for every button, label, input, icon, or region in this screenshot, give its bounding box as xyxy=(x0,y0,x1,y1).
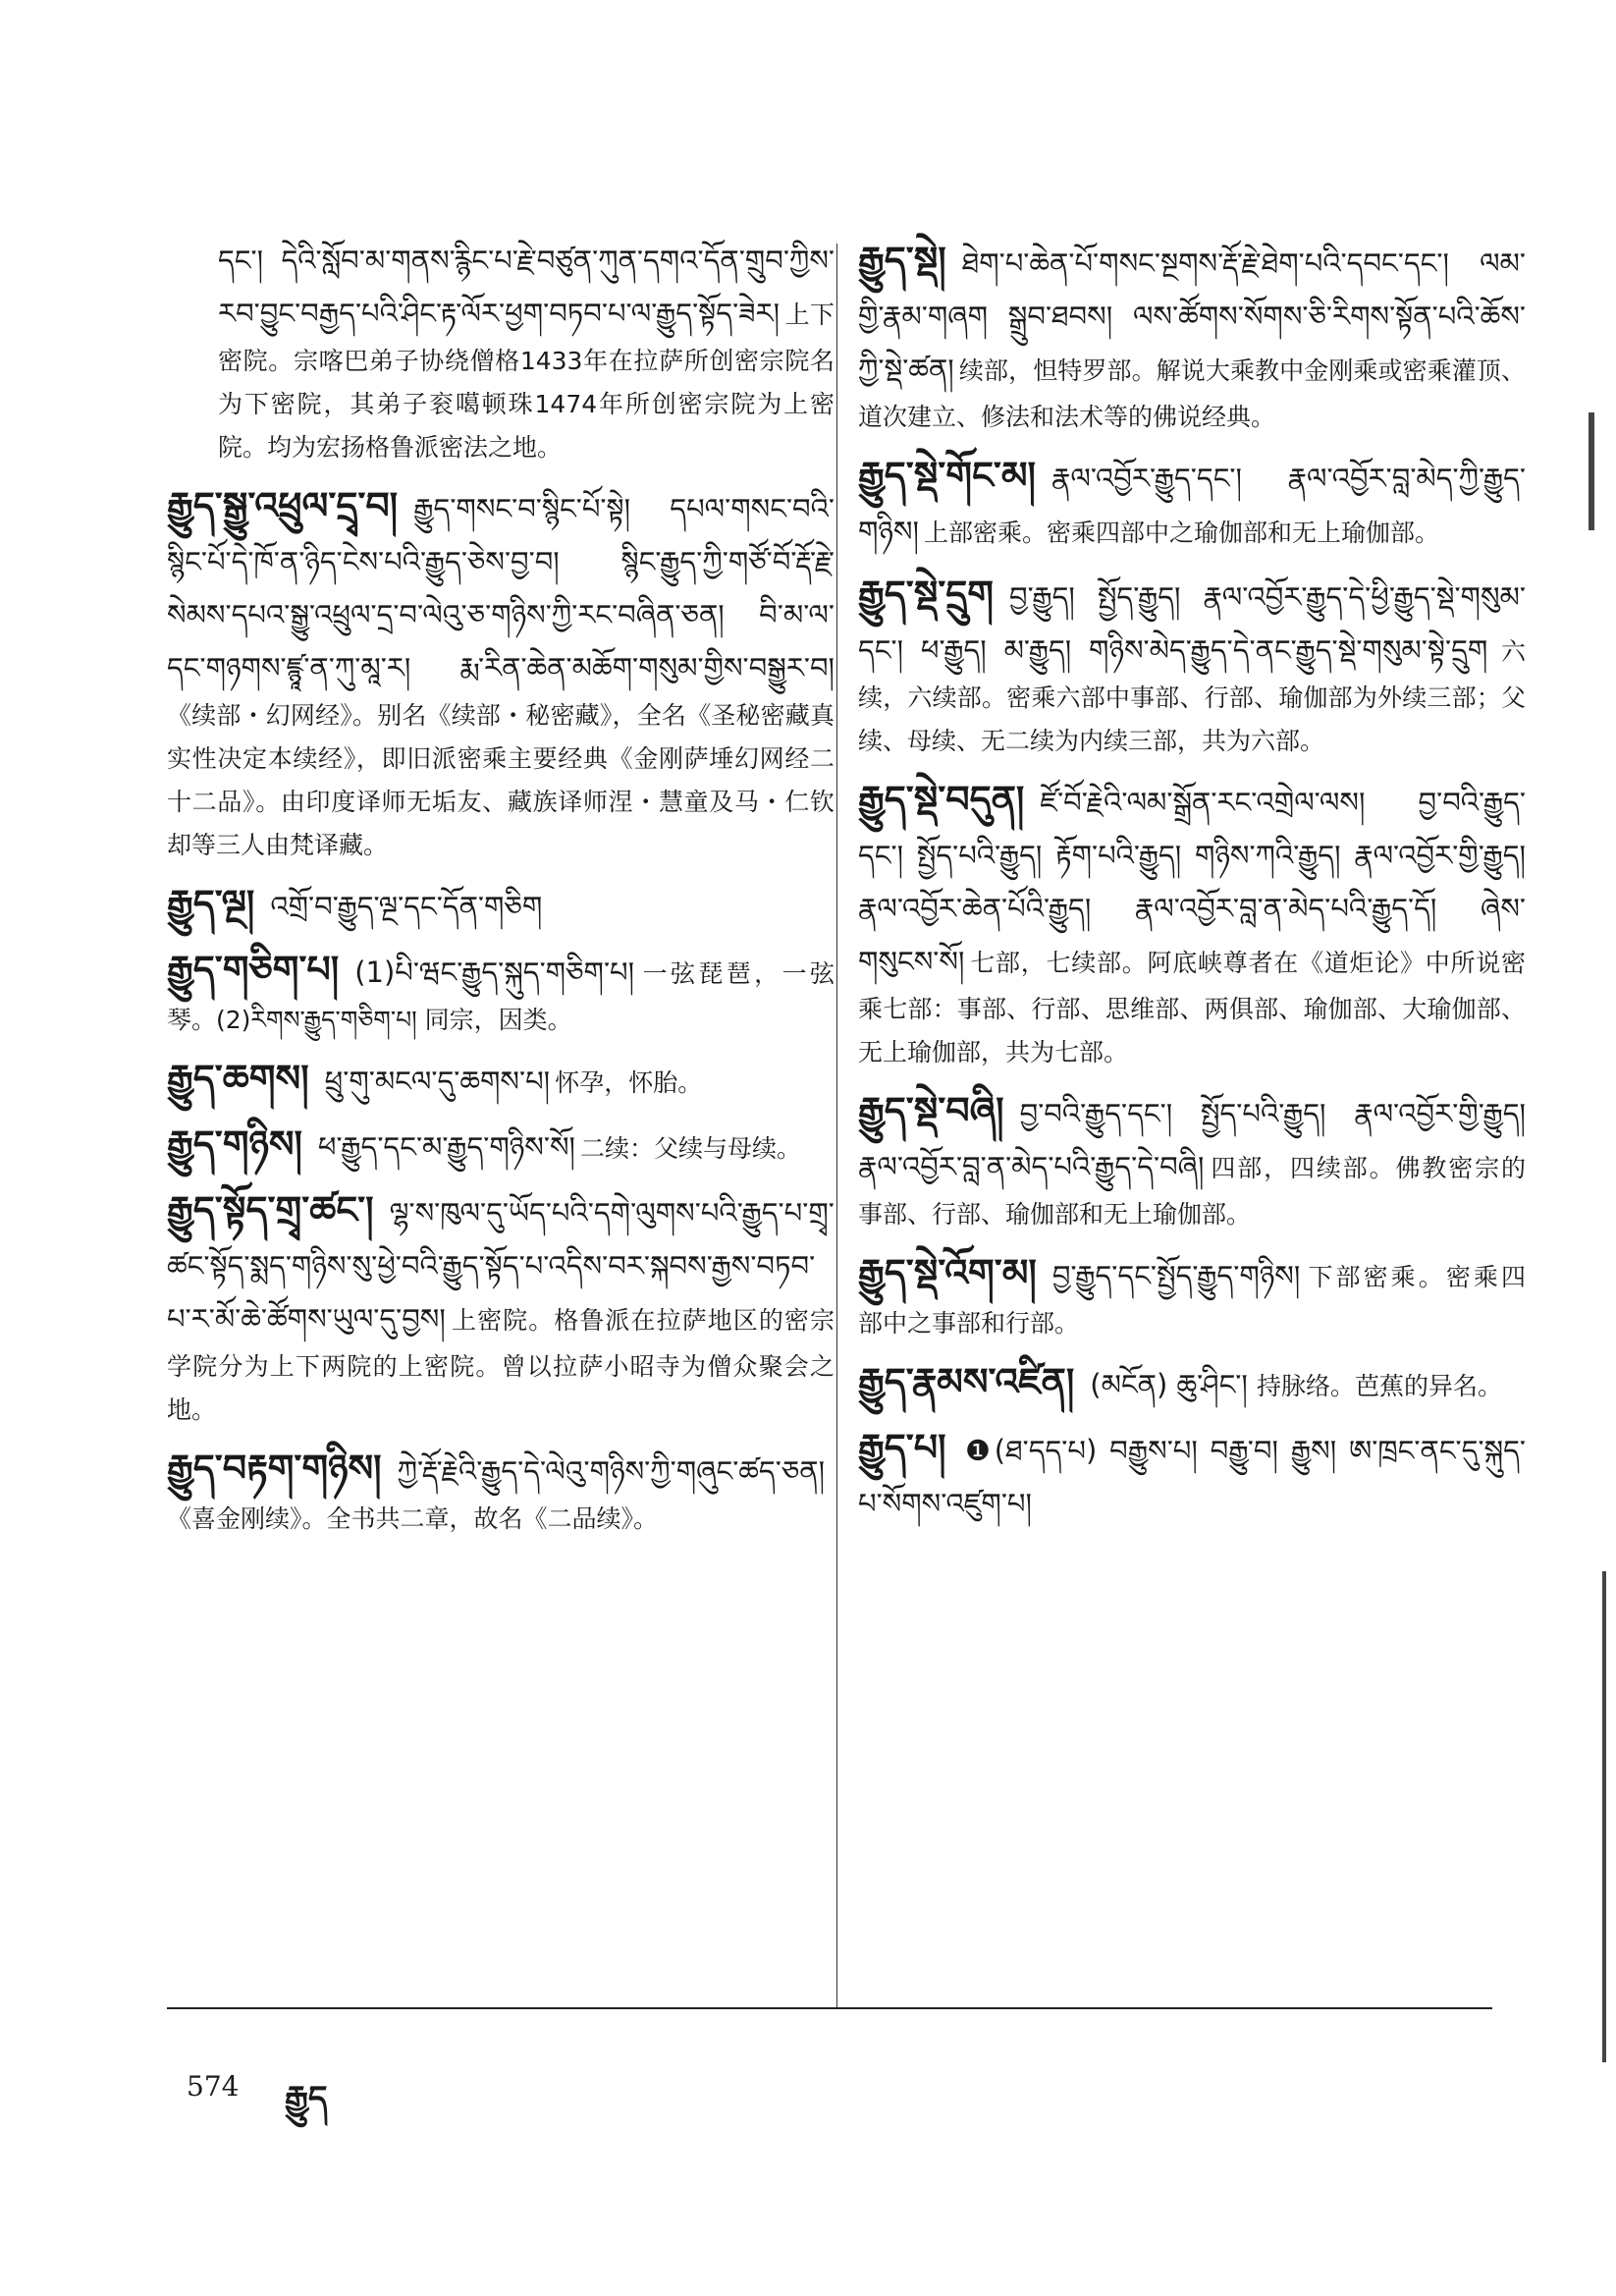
entry-tibetan-definition: ཕ་རྒྱུད་དང་མ་རྒྱུད་གཉིས་སོ། xyxy=(317,1130,575,1164)
footer-rule xyxy=(167,2007,1492,2009)
entry-headword: རྒྱུད་གཉིས། xyxy=(167,1122,302,1166)
dictionary-entry xyxy=(858,1421,1526,1530)
entry-chinese-definition: 《续部・幻网经》。别名《续部・秘密藏》，全名《圣秘密藏真实性决定本续经》，即旧派密乘主要经典《金刚萨埵幻网经二十二品》。由印度译师无垢友、藏族译师涅・慧童及马・仁钦却等三人由梵译藏。 xyxy=(167,701,835,859)
entry-tibetan-definition: ཕྲུ་གུ་མངལ་དུ་ཆགས་པ། xyxy=(324,1065,551,1098)
dictionary-entry xyxy=(858,449,1526,558)
left-column xyxy=(167,234,835,1551)
entry-chinese-definition: 上密院。格鲁派在拉萨地区的密宗学院分为上下两院的上密院。曾以拉萨小昭寺为僧众聚会之地。 xyxy=(167,1306,835,1424)
entry-headword: རྒྱུད་སྡེ་བདུན། xyxy=(858,778,1025,821)
entry-tibetan-definition: རྣལ་འབྱོར་རྒྱུད་དང་། རྣལ་འབྱོར་བླ་མེད་ཀྱི་རྒྱུད་གཉིས། xyxy=(858,462,1526,548)
entry-tibetan-definition: བྱ་རྒྱུད། སྤྱོད་རྒྱུད། རྣལ་འབྱོར་རྒྱུད་དེ་ཕྱི་རྒྱུད་སྡེ་གསུམ་དང་། ཕ་རྒྱུད། མ་རྒྱུད། གཉིས་མེད་རྒྱུད་དེ་ནང་རྒྱུད་སྡེ་གསུམ་སྟེ་དྲུག xyxy=(858,580,1526,667)
entry-chinese-definition: 怀孕，怀胎。 xyxy=(555,1068,703,1097)
entry-headword: རྒྱུད་པ། xyxy=(858,1426,946,1469)
entry-chinese-definition: 《喜金刚续》。全书共二章，故名《二品续》。 xyxy=(167,1504,659,1533)
entry-chinese-definition: 上部密乘。密乘四部中之瑜伽部和无上瑜伽部。 xyxy=(924,519,1440,547)
dictionary-entry xyxy=(858,1084,1526,1236)
dictionary-entry xyxy=(167,1442,835,1541)
scan-margin-mark xyxy=(1589,412,1594,530)
dictionary-entry xyxy=(858,234,1526,439)
entry-headword: རྒྱུད་སྡེ་གོང་མ། xyxy=(858,454,1036,497)
dictionary-entry xyxy=(167,1183,835,1432)
entry-tibetan-definition: བྱ་རྒྱུད་དང་སྤྱོད་རྒྱུད་གཉིས། xyxy=(1051,1259,1301,1292)
entry-tibetan-definition: (1)པི་ཝང་རྒྱུད་སྐུད་གཅིག་པ། xyxy=(354,956,635,989)
dictionary-entry xyxy=(167,234,835,469)
entry-headword: རྒྱུད་སྡེ། xyxy=(858,239,946,282)
entry-tibetan-definition: (མངོན) ཆུ་ཤིང་། xyxy=(1090,1368,1258,1401)
dictionary-entry xyxy=(167,943,835,1042)
entry-headword: རྒྱུད་བརྟག་གཉིས། xyxy=(167,1447,382,1490)
entry-headword: རྒྱུད་སྟོད་གྲྭ་ཚང་། xyxy=(167,1188,374,1231)
right-column xyxy=(858,234,1526,1540)
entry-headword: རྒྱུད་རྣམས་འཛིན། xyxy=(858,1360,1075,1403)
entry-tibetan-definition: ❶(ཐ་དད་པ) བརྒྱུས་པ། བརྒྱུ་བ། རྒྱུས། ཨ་ཁྲང་ནང་དུ་སྐུད་པ་སོགས་འཛུག་པ། xyxy=(858,1434,1526,1520)
entry-chinese-definition: 上下密院。宗喀巴弟子协绕僧格1433年在拉萨所创密宗院名为下密院，其弟子衮噶顿珠1474年所创密宗院为上密院。均为宏扬格鲁派密法之地。 xyxy=(218,301,835,462)
entry-tibetan-definition: འགྲོ་བ་རྒྱུད་ལྔ་དང་དོན་གཅིག xyxy=(270,890,543,923)
column-divider xyxy=(836,244,837,2009)
dictionary-entry xyxy=(858,568,1526,763)
entry-headword: རྒྱུད་གཅིག་པ། xyxy=(167,948,340,991)
entry-tibetan-definition: དང་། དེའི་སློབ་མ་གནས་རྙིང་པ་རྗེ་བཙུན་ཀུན་དགའ་དོན་གྲུབ་ཀྱིས་རབ་བྱུང་བརྒྱད་པའི་ཤིང་རྟ་ལོར་ཕྱག་བཏབ་པ་ལ་རྒྱུད་སྟོད་ཟེར། xyxy=(218,244,835,330)
dictionary-entry xyxy=(167,1118,835,1174)
dictionary-entry xyxy=(167,479,835,867)
running-head: རྒྱུད xyxy=(285,2079,328,2118)
entry-chinese-definition: 七部，七续部。阿底峡尊者在《道炬论》中所说密乘七部：事部、行部、思维部、两俱部、瑜伽部、大瑜伽部、无上瑜伽部，共为七部。 xyxy=(858,949,1526,1066)
entry-headword: རྒྱུད་སྡེ་འོག་མ། xyxy=(858,1251,1037,1294)
entry-chinese-definition: 二续：父续与母续。 xyxy=(580,1134,802,1163)
dictionary-entry xyxy=(858,773,1526,1074)
entry-tibetan-definition: ཀྱེ་རྡོ་རྗེའི་རྒྱུད་དེ་ལེའུ་གཉིས་ཀྱི་གཞུང་ཚད་ཅན། xyxy=(397,1454,826,1488)
entry-chinese-definition: 一弦琵琶，一弦琴。(2)རིགས་རྒྱུད་གཅིག་པ། 同宗，因类。 xyxy=(167,959,835,1034)
scan-margin-mark xyxy=(1602,1571,1606,2062)
entry-headword: རྒྱུད་སྡེ་བཞི། xyxy=(858,1089,1004,1132)
entry-headword: རྒྱུད་ཆགས། xyxy=(167,1057,309,1100)
entry-chinese-definition: 六续，六续部。密乘六部中事部、行部、瑜伽部为外续三部；父续、母续、无二续为内续三部，共为六部。 xyxy=(858,637,1526,755)
page-number: 574 xyxy=(187,2070,240,2103)
dictionary-entry xyxy=(167,877,835,933)
entry-tibetan-definition: ལྷ་ས་ཁུལ་དུ་ཡོད་པའི་དགེ་ལུགས་པའི་རྒྱུད་པ་གྲྭ་ཚང་སྟོད་སྨད་གཉིས་སུ་ཕྱེ་བའི་རྒྱུད་སྟོད་པ་འདིས་བར་སྐབས་རྒྱས་བཏབ་པ་ར་མོ་ཆེ་ཚོགས་ཡུལ་དུ་བྱས། xyxy=(167,1196,835,1336)
dictionary-entry xyxy=(858,1355,1526,1411)
entry-tibetan-definition: རྒྱུད་གསང་བ་སྙིང་པོ་སྟེ། དཔལ་གསང་བའི་སྙིང་པོ་དེ་ཁོ་ན་ཉིད་ངེས་པའི་རྒྱུད་ཅེས་བྱ་བ། སྙིང་རྒྱུད་ཀྱི་གཙོ་བོ་རྡོ་རྗེ་སེམས་དཔའ་སྒྱུ་འཕྲུལ་དྲ་བ་ལེའུ་ཅ་གཉིས་ཀྱི་རང་བཞིན་ཅན། བི་མ་ལ་དང་གཉགས་ཛྙཱ་ན་ཀུ་མཱ་ར། རྨ་རིན་ཆེན་མཆོག་གསུམ་གྱིས་བསྒྱུར་བ། xyxy=(167,492,835,684)
entry-chinese-definition: 四部，四续部。佛教密宗的事部、行部、瑜伽部和无上瑜伽部。 xyxy=(858,1154,1526,1229)
entry-chinese-definition: 续部，怛特罗部。解说大乘教中金刚乘或密乘灌顶、道次建立、修法和法术等的佛说经典。 xyxy=(858,356,1526,431)
entry-tibetan-definition: ཛོ་བོ་རྗེའི་ལམ་སྒྲོན་རང་འགྲེལ་ལས། བྱ་བའི་རྒྱུད་དང་། སྤྱོད་པའི་རྒྱུད། རྟོག་པའི་རྒྱུད། གཉིས་ཀའི་རྒྱུད། རྣལ་འབྱོར་གྱི་རྒྱུད། རྣལ་འབྱོར་ཆེན་པོའི་རྒྱུད། རྣལ་འབྱོར་བླ་ན་མེད་པའི་རྒྱུད་དོ། ཞེས་གསུངས་སོ། xyxy=(858,786,1526,978)
entry-headword: རྒྱུད་ལྔ། xyxy=(167,882,255,925)
dictionary-entry xyxy=(167,1052,835,1108)
entry-chinese-definition: 持脉络。芭蕉的异名。 xyxy=(1257,1372,1503,1400)
entry-headword: རྒྱུད་སྡེ་དྲུག xyxy=(858,573,994,616)
entry-headword: རྒྱུད་སྒྱུ་འཕྲུལ་དྲྭ་བ། xyxy=(167,484,399,527)
entry-tibetan-definition: བྱ་བའི་རྒྱུད་དང་། སྤྱོད་པའི་རྒྱུད། རྣལ་འབྱོར་གྱི་རྒྱུད། རྣལ་འབྱོར་བླ་ན་མེད་པའི་རྒྱུད་དེ་བཞི། xyxy=(858,1097,1526,1183)
dictionary-entry xyxy=(858,1246,1526,1345)
entry-chinese-definition: 下部密乘。密乘四部中之事部和行部。 xyxy=(858,1263,1526,1338)
entry-tibetan-definition: ཐེག་པ་ཆེན་པོ་གསང་སྔགས་རྡོ་རྗེ་ཐེག་པའི་དབང་དང་། ལམ་གྱི་རྣམ་གཞག སྒྲུབ་ཐབས། ལས་ཚོགས་སོགས་ཅི་རིགས་སྟོན་པའི་ཆོས་ཀྱི་སྡེ་ཚན། xyxy=(858,246,1526,386)
